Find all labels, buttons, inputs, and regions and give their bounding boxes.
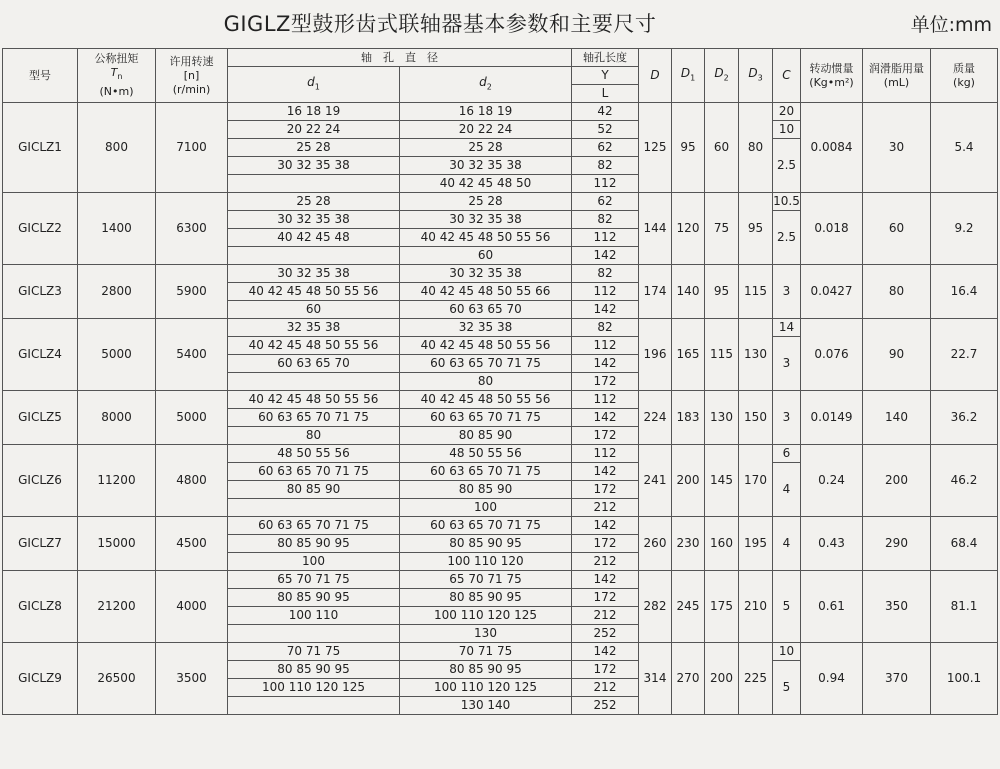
cell-d2: 25 28 [400, 193, 572, 211]
cell-C: 14 [773, 319, 801, 337]
cell-grease: 370 [863, 643, 931, 715]
header-length: 轴孔长度 [572, 49, 639, 67]
table-row [3, 265, 998, 283]
cell-length: 142 [572, 355, 639, 373]
cell-length: 112 [572, 391, 639, 409]
cell-length: 112 [572, 229, 639, 247]
cell-d2: 60 63 65 70 71 75 [400, 517, 572, 535]
cell-D3: 150 [739, 391, 773, 445]
cell-D: 125 [639, 103, 672, 193]
cell-model: GICLZ2 [3, 193, 78, 265]
cell-D3: 225 [739, 643, 773, 715]
header-grease [863, 49, 931, 103]
cell-d2: 40 42 45 48 50 55 56 [400, 391, 572, 409]
cell-length: 142 [572, 643, 639, 661]
cell-D: 282 [639, 571, 672, 643]
cell-mass: 36.2 [931, 391, 998, 445]
cell-d2: 30 32 35 38 [400, 265, 572, 283]
cell-d2: 40 42 45 48 50 55 66 [400, 283, 572, 301]
cell-grease: 60 [863, 193, 931, 265]
cell-C: 20 [773, 103, 801, 121]
cell-C: 5 [773, 661, 801, 715]
cell-grease: 30 [863, 103, 931, 193]
header-length-L: L [572, 85, 639, 103]
cell-d2: 40 42 45 48 50 [400, 175, 572, 193]
cell-length: 82 [572, 211, 639, 229]
header-inertia-title: 转动惯量 [809, 61, 854, 75]
cell-D1: 245 [672, 571, 705, 643]
cell-d1: 16 18 19 [228, 103, 400, 121]
cell-d1: 80 85 90 95 [228, 589, 400, 607]
cell-length: 142 [572, 517, 639, 535]
header-D1-sub: 1 [690, 73, 696, 83]
cell-d2: 40 42 45 48 50 55 56 [400, 337, 572, 355]
cell-D: 144 [639, 193, 672, 265]
cell-length: 212 [572, 553, 639, 571]
cell-d1: 60 63 65 70 71 75 [228, 409, 400, 427]
cell-D3: 130 [739, 319, 773, 391]
cell-torque: 15000 [78, 517, 156, 571]
cell-C: 3 [773, 337, 801, 391]
cell-grease: 80 [863, 265, 931, 319]
cell-D2: 160 [705, 517, 739, 571]
cell-length: 172 [572, 481, 639, 499]
cell-d2: 65 70 71 75 [400, 571, 572, 589]
cell-inertia: 0.0427 [801, 265, 863, 319]
cell-d1: 100 110 [228, 607, 400, 625]
cell-d2: 100 110 120 125 [400, 679, 572, 697]
cell-length: 142 [572, 409, 639, 427]
cell-d2: 80 [400, 373, 572, 391]
cell-length: 172 [572, 427, 639, 445]
cell-D2: 60 [705, 103, 739, 193]
cell-d1 [228, 625, 400, 643]
cell-torque: 800 [78, 103, 156, 193]
cell-D1: 270 [672, 643, 705, 715]
unit-label: 单位:mm [910, 14, 992, 36]
cell-D1: 165 [672, 319, 705, 391]
header-D2-symbol: D [714, 65, 724, 80]
cell-length: 112 [572, 445, 639, 463]
cell-torque: 11200 [78, 445, 156, 517]
cell-mass: 16.4 [931, 265, 998, 319]
header-speed [156, 49, 228, 103]
cell-speed: 5400 [156, 319, 228, 391]
header-bore: 轴 孔 直 径 [228, 49, 572, 67]
cell-torque: 2800 [78, 265, 156, 319]
cell-D2: 95 [705, 265, 739, 319]
cell-D2: 115 [705, 319, 739, 391]
cell-D1: 230 [672, 517, 705, 571]
cell-length: 82 [572, 265, 639, 283]
cell-d2: 20 22 24 [400, 121, 572, 139]
cell-C: 4 [773, 517, 801, 571]
cell-D1: 95 [672, 103, 705, 193]
cell-d2: 60 63 65 70 71 75 [400, 355, 572, 373]
cell-length: 172 [572, 661, 639, 679]
cell-D3: 210 [739, 571, 773, 643]
table-row [3, 643, 998, 661]
header-mass-unit: (kg) [953, 75, 975, 89]
cell-length: 172 [572, 373, 639, 391]
cell-length: 212 [572, 607, 639, 625]
cell-model: GICLZ6 [3, 445, 78, 517]
table-row [3, 391, 998, 409]
header-inertia [801, 49, 863, 103]
cell-model: GICLZ3 [3, 265, 78, 319]
cell-d2: 80 85 90 95 [400, 589, 572, 607]
cell-d2: 60 63 65 70 [400, 301, 572, 319]
cell-d1 [228, 175, 400, 193]
cell-speed: 4800 [156, 445, 228, 517]
header-d1-symbol: d [307, 74, 315, 89]
cell-D2: 75 [705, 193, 739, 265]
cell-C: 3 [773, 391, 801, 445]
cell-inertia: 0.94 [801, 643, 863, 715]
cell-length: 142 [572, 247, 639, 265]
cell-length: 212 [572, 679, 639, 697]
cell-mass: 22.7 [931, 319, 998, 391]
cell-d1: 30 32 35 38 [228, 265, 400, 283]
header-D3-symbol: D [748, 65, 758, 80]
cell-C: 2.5 [773, 211, 801, 265]
cell-C: 10 [773, 643, 801, 661]
cell-d1: 20 22 24 [228, 121, 400, 139]
cell-d1: 40 42 45 48 50 55 56 [228, 391, 400, 409]
cell-d2: 130 [400, 625, 572, 643]
cell-d1: 80 85 90 [228, 481, 400, 499]
cell-C: 6 [773, 445, 801, 463]
header-D2 [705, 49, 739, 103]
cell-D: 314 [639, 643, 672, 715]
cell-inertia: 0.43 [801, 517, 863, 571]
cell-d2: 70 71 75 [400, 643, 572, 661]
cell-d1: 30 32 35 38 [228, 157, 400, 175]
cell-d2: 100 [400, 499, 572, 517]
header-speed-title: 许用转速 [169, 54, 214, 68]
cell-d2: 60 [400, 247, 572, 265]
cell-length: 52 [572, 121, 639, 139]
cell-D: 260 [639, 517, 672, 571]
cell-D2: 175 [705, 571, 739, 643]
table-row [3, 571, 998, 589]
cell-d2: 32 35 38 [400, 319, 572, 337]
cell-D2: 145 [705, 445, 739, 517]
cell-length: 82 [572, 157, 639, 175]
header-mass [931, 49, 998, 103]
cell-d2: 16 18 19 [400, 103, 572, 121]
cell-mass: 5.4 [931, 103, 998, 193]
cell-d2: 30 32 35 38 [400, 211, 572, 229]
cell-D1: 140 [672, 265, 705, 319]
cell-D1: 120 [672, 193, 705, 265]
header-speed-unit: (r/min) [172, 82, 211, 96]
page-title: GIGLZ型鼓形齿式联轴器基本参数和主要尺寸 [223, 12, 657, 36]
table-row [3, 445, 998, 463]
cell-d2: 130 140 [400, 697, 572, 715]
cell-d1: 40 42 45 48 50 55 56 [228, 283, 400, 301]
header-torque-unit: (N•m) [99, 84, 134, 98]
cell-model: GICLZ1 [3, 103, 78, 193]
cell-speed: 6300 [156, 193, 228, 265]
cell-D2: 130 [705, 391, 739, 445]
cell-d1: 25 28 [228, 193, 400, 211]
cell-length: 172 [572, 589, 639, 607]
cell-inertia: 0.0149 [801, 391, 863, 445]
header-d1-sub: 1 [314, 82, 320, 92]
cell-speed: 4000 [156, 571, 228, 643]
cell-length: 142 [572, 463, 639, 481]
header-d2-symbol: d [479, 74, 487, 89]
cell-d2: 30 32 35 38 [400, 157, 572, 175]
cell-torque: 1400 [78, 193, 156, 265]
cell-d1: 100 [228, 553, 400, 571]
cell-d2: 100 110 120 125 [400, 607, 572, 625]
cell-grease: 290 [863, 517, 931, 571]
cell-d1: 25 28 [228, 139, 400, 157]
cell-C: 10.5 [773, 193, 801, 211]
cell-d1: 70 71 75 [228, 643, 400, 661]
cell-length: 62 [572, 193, 639, 211]
header-mass-title: 质量 [953, 61, 975, 75]
header-d2-sub: 2 [486, 82, 492, 92]
header-d2 [400, 67, 572, 103]
cell-length: 142 [572, 301, 639, 319]
cell-d1 [228, 247, 400, 265]
cell-speed: 4500 [156, 517, 228, 571]
cell-D: 224 [639, 391, 672, 445]
cell-d2: 80 85 90 [400, 427, 572, 445]
header-D3 [739, 49, 773, 103]
cell-D2: 200 [705, 643, 739, 715]
cell-d2: 80 85 90 95 [400, 535, 572, 553]
cell-grease: 90 [863, 319, 931, 391]
cell-D3: 195 [739, 517, 773, 571]
cell-d1: 60 [228, 301, 400, 319]
cell-model: GICLZ4 [3, 319, 78, 391]
cell-length: 142 [572, 571, 639, 589]
cell-inertia: 0.076 [801, 319, 863, 391]
cell-model: GICLZ9 [3, 643, 78, 715]
header-D: D [639, 49, 672, 103]
table-row [3, 517, 998, 535]
cell-mass: 9.2 [931, 193, 998, 265]
cell-C: 2.5 [773, 139, 801, 193]
cell-D: 241 [639, 445, 672, 517]
cell-d1 [228, 373, 400, 391]
header-torque-symbol: T [110, 66, 118, 80]
cell-mass: 68.4 [931, 517, 998, 571]
cell-d2: 40 42 45 48 50 55 56 [400, 229, 572, 247]
cell-grease: 140 [863, 391, 931, 445]
cell-d1: 65 70 71 75 [228, 571, 400, 589]
cell-D3: 115 [739, 265, 773, 319]
cell-length: 252 [572, 625, 639, 643]
cell-d1: 40 42 45 48 50 55 56 [228, 337, 400, 355]
cell-D3: 170 [739, 445, 773, 517]
cell-grease: 200 [863, 445, 931, 517]
cell-d1: 40 42 45 48 [228, 229, 400, 247]
header-length-Y: Y [572, 67, 639, 85]
header-torque-title: 公称扭矩 [94, 52, 139, 66]
cell-C: 10 [773, 121, 801, 139]
cell-d1: 100 110 120 125 [228, 679, 400, 697]
cell-model: GICLZ8 [3, 571, 78, 643]
cell-d1 [228, 697, 400, 715]
cell-model: GICLZ7 [3, 517, 78, 571]
header-model: 型号 [3, 49, 78, 103]
cell-length: 252 [572, 697, 639, 715]
header-D1-symbol: D [680, 65, 691, 80]
cell-length: 172 [572, 535, 639, 553]
cell-d1: 80 85 90 95 [228, 661, 400, 679]
cell-torque: 8000 [78, 391, 156, 445]
cell-d1: 80 [228, 427, 400, 445]
header-torque-sub: n [117, 72, 123, 82]
cell-length: 42 [572, 103, 639, 121]
cell-d1: 32 35 38 [228, 319, 400, 337]
header-D2-sub: 2 [723, 73, 729, 83]
cell-d1: 60 63 65 70 [228, 355, 400, 373]
cell-inertia: 0.0084 [801, 103, 863, 193]
cell-d1: 60 63 65 70 71 75 [228, 517, 400, 535]
cell-d2: 60 63 65 70 71 75 [400, 463, 572, 481]
cell-D1: 200 [672, 445, 705, 517]
cell-mass: 81.1 [931, 571, 998, 643]
header-d1 [228, 67, 400, 103]
header-inertia-unit: (Kg•m²) [809, 75, 854, 89]
cell-speed: 3500 [156, 643, 228, 715]
cell-torque: 26500 [78, 643, 156, 715]
cell-inertia: 0.018 [801, 193, 863, 265]
header-C: C [773, 49, 801, 103]
cell-d2: 60 63 65 70 71 75 [400, 409, 572, 427]
header-D1 [672, 49, 705, 103]
parameter-table [2, 48, 998, 715]
cell-mass: 46.2 [931, 445, 998, 517]
cell-d1: 60 63 65 70 71 75 [228, 463, 400, 481]
cell-grease: 350 [863, 571, 931, 643]
cell-inertia: 0.24 [801, 445, 863, 517]
cell-d2: 80 85 90 95 [400, 661, 572, 679]
cell-D3: 80 [739, 103, 773, 193]
cell-torque: 21200 [78, 571, 156, 643]
cell-d2: 80 85 90 [400, 481, 572, 499]
cell-D: 174 [639, 265, 672, 319]
cell-length: 212 [572, 499, 639, 517]
header-speed-symbol: [n] [183, 68, 200, 82]
header-grease-unit: (mL) [883, 75, 910, 89]
cell-d2: 48 50 55 56 [400, 445, 572, 463]
cell-inertia: 0.61 [801, 571, 863, 643]
cell-torque: 5000 [78, 319, 156, 391]
cell-D: 196 [639, 319, 672, 391]
cell-length: 112 [572, 337, 639, 355]
cell-d1: 80 85 90 95 [228, 535, 400, 553]
cell-length: 112 [572, 283, 639, 301]
cell-length: 112 [572, 175, 639, 193]
cell-speed: 5000 [156, 391, 228, 445]
cell-d1 [228, 499, 400, 517]
cell-length: 82 [572, 319, 639, 337]
header-torque [78, 49, 156, 103]
cell-C: 4 [773, 463, 801, 517]
cell-d2: 100 110 120 [400, 553, 572, 571]
cell-d1: 30 32 35 38 [228, 211, 400, 229]
cell-speed: 5900 [156, 265, 228, 319]
cell-D1: 183 [672, 391, 705, 445]
cell-model: GICLZ5 [3, 391, 78, 445]
table-row [3, 193, 998, 211]
cell-C: 3 [773, 265, 801, 319]
cell-d1: 48 50 55 56 [228, 445, 400, 463]
header-grease-title: 润滑脂用量 [869, 61, 924, 75]
table-row [3, 103, 998, 121]
cell-C: 5 [773, 571, 801, 643]
table-row [3, 319, 998, 337]
cell-length: 62 [572, 139, 639, 157]
cell-D3: 95 [739, 193, 773, 265]
cell-speed: 7100 [156, 103, 228, 193]
cell-mass: 100.1 [931, 643, 998, 715]
header-D3-sub: 3 [757, 73, 763, 83]
cell-d2: 25 28 [400, 139, 572, 157]
